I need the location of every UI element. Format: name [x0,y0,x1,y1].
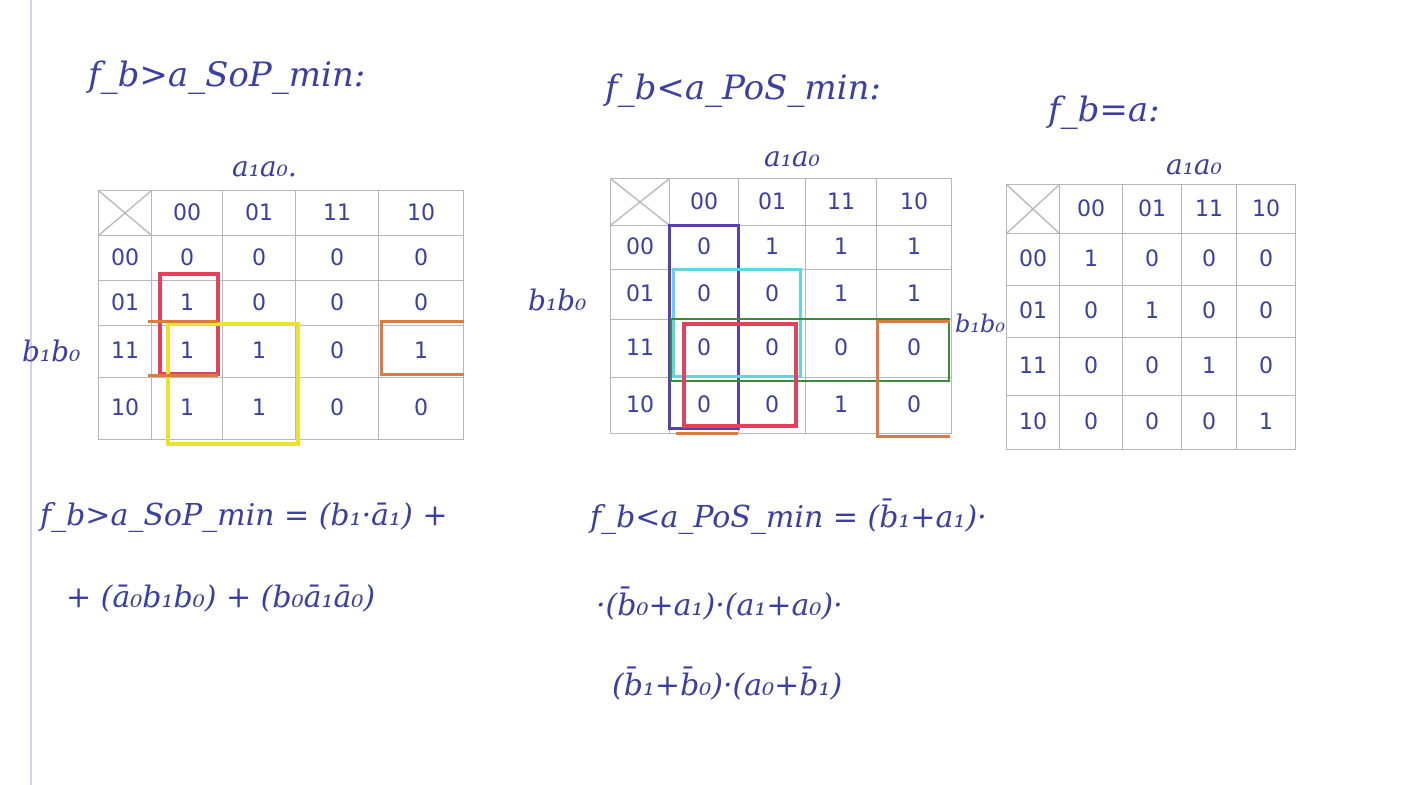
wrap-line-orange [148,320,218,323]
middle-kmap [610,178,952,434]
kmap-cell: 0 [877,320,952,378]
left-equation-line2: + (ā₀b₁b₀) + (b₀ā₁ā₀) [66,580,376,615]
right-col-var: a₁a₀ [1166,148,1222,181]
kmap-cell: 0 [1237,234,1296,286]
left-title: f_b>a_SoP_min: [88,55,366,95]
kmap-cell: 1 [1237,396,1296,450]
kmap-cell: 1 [223,326,296,378]
row-header: 11 [611,320,670,378]
kmap-cell: 1 [379,326,464,378]
col-header: 11 [296,191,379,236]
kmap-cell: 0 [1123,234,1182,286]
kmap-cell: 0 [739,270,806,320]
col-header: 01 [223,191,296,236]
kmap-cell: 0 [1123,396,1182,450]
kmap-cell: 0 [1123,338,1182,396]
kmap-cell: 0 [877,378,952,434]
kmap-cell: 0 [223,236,296,281]
left-row-var: b₁b₀ [22,335,81,368]
kmap-cell: 1 [1182,338,1237,396]
row-header: 00 [1007,234,1060,286]
col-header: 10 [1237,185,1296,234]
middle-row-var: b₁b₀ [528,284,587,317]
kmap-cell: 1 [806,270,877,320]
kmap-cell: 0 [379,236,464,281]
corner-cross [1007,185,1059,233]
kmap-cell: 1 [806,226,877,270]
col-header: 11 [806,179,877,226]
middle-title: f_b<a_PoS_min: [605,68,881,108]
row-header: 10 [611,378,670,434]
kmap-cell: 1 [806,378,877,434]
row-header: 01 [1007,286,1060,338]
right-kmap [1006,184,1296,450]
kmap-cell: 1 [877,270,952,320]
kmap-cell: 0 [296,378,379,440]
kmap-corner [611,179,670,226]
kmap-cell: 1 [152,281,223,326]
kmap-cell: 0 [670,270,739,320]
middle-equation-line2: ·(b̄₀+a₁)·(a₁+a₀)· [596,588,843,623]
kmap-cell: 0 [739,320,806,378]
row-header: 11 [1007,338,1060,396]
kmap-cell: 0 [806,320,877,378]
kmap-corner [99,191,152,236]
left-equation-line1: f_b>a_SoP_min = (b₁·ā₁) + [40,498,448,533]
kmap-cell: 0 [739,378,806,434]
col-header: 01 [1123,185,1182,234]
col-header: 00 [1060,185,1123,234]
middle-equation-line3: (b̄₁+b̄₀)·(a₀+b̄₁) [612,668,843,703]
right-title: f_b=a: [1048,90,1160,130]
corner-cross [99,191,151,235]
col-header: 01 [739,179,806,226]
kmap-cell: 0 [1060,338,1123,396]
kmap-cell: 0 [1237,338,1296,396]
kmap-cell: 1 [223,378,296,440]
kmap-cell: 0 [152,236,223,281]
row-header: 00 [611,226,670,270]
row-header: 00 [99,236,152,281]
col-header: 10 [379,191,464,236]
kmap-cell: 0 [223,281,296,326]
kmap-cell: 0 [1182,234,1237,286]
row-header: 01 [99,281,152,326]
kmap-cell: 0 [1182,286,1237,338]
kmap-cell: 1 [1123,286,1182,338]
row-header: 10 [99,378,152,440]
left-kmap [98,190,464,440]
kmap-cell: 1 [877,226,952,270]
wrap-line-orange [676,432,738,435]
kmap-cell: 0 [670,378,739,434]
kmap-cell: 0 [1237,286,1296,338]
kmap-cell: 0 [379,378,464,440]
kmap-cell: 0 [1060,396,1123,450]
kmap-corner [1007,185,1060,234]
row-header: 10 [1007,396,1060,450]
kmap-cell: 0 [670,226,739,270]
kmap-cell: 0 [296,326,379,378]
corner-cross [611,179,669,225]
notebook-margin-line [30,0,32,785]
wrap-line-orange [148,374,218,377]
kmap-cell: 1 [739,226,806,270]
row-header: 11 [99,326,152,378]
kmap-cell: 0 [296,236,379,281]
kmap-cell: 1 [1060,234,1123,286]
col-header: 00 [152,191,223,236]
kmap-cell: 0 [1060,286,1123,338]
middle-equation-line1: f_b<a_PoS_min = (b̄₁+a₁)· [590,500,987,535]
col-header: 10 [877,179,952,226]
middle-col-var: a₁a₀ [764,140,820,173]
kmap-cell: 0 [296,281,379,326]
right-row-var: b₁b₀ [955,310,1005,338]
row-header: 01 [611,270,670,320]
kmap-cell: 1 [152,326,223,378]
col-header: 11 [1182,185,1237,234]
kmap-cell: 1 [152,378,223,440]
kmap-cell: 0 [1182,396,1237,450]
col-header: 00 [670,179,739,226]
kmap-cell: 0 [670,320,739,378]
left-col-var: a₁a₀. [232,150,297,183]
kmap-cell: 0 [379,281,464,326]
